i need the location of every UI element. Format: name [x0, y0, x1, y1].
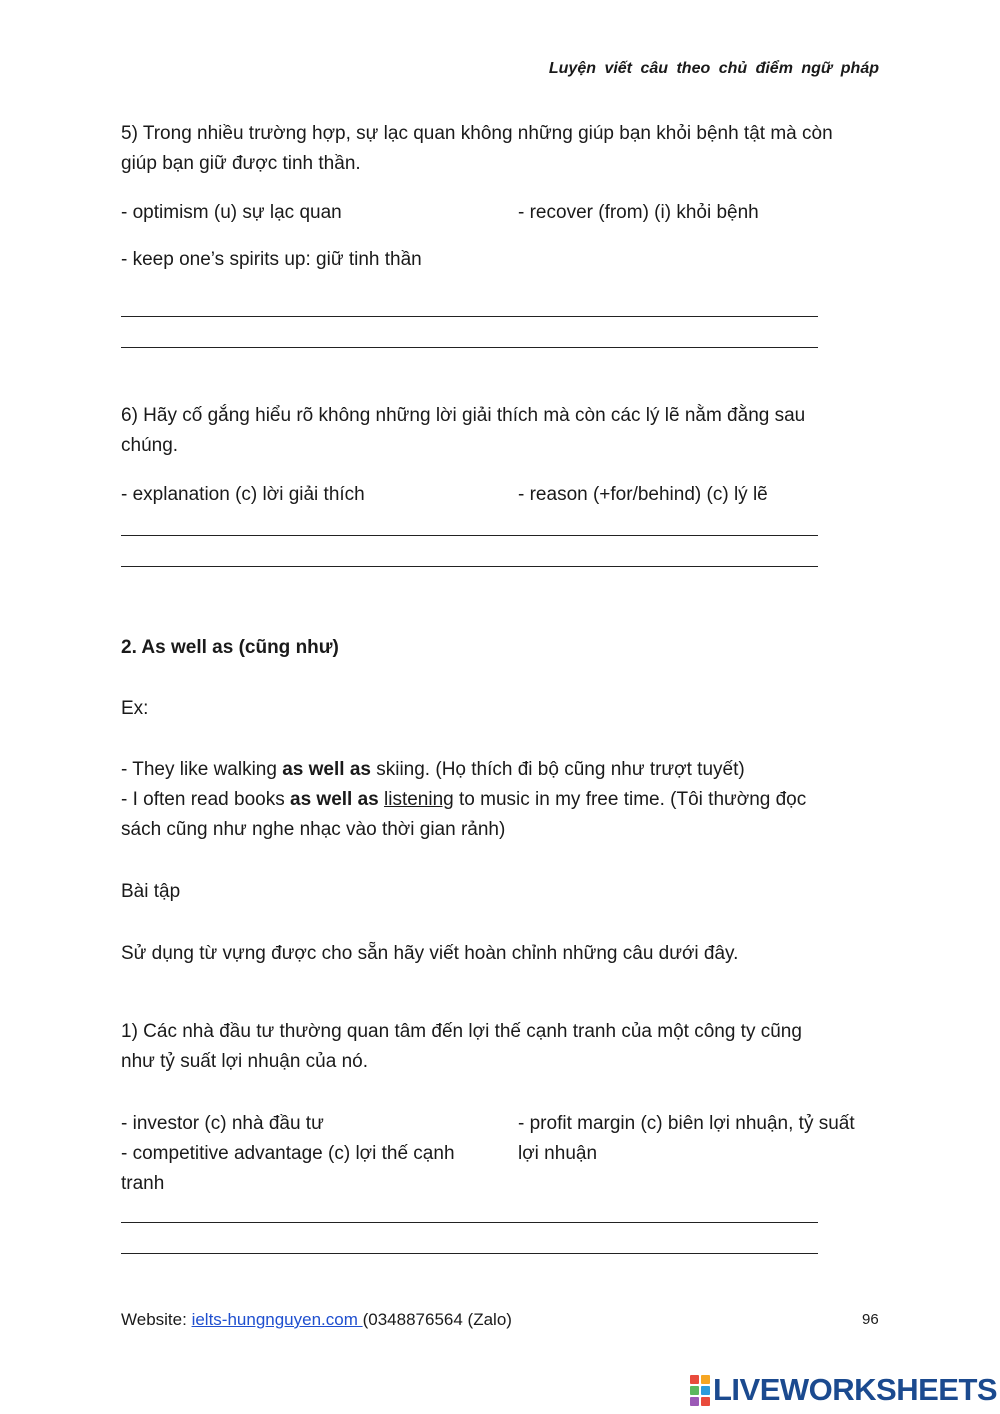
q6-vocab-explanation: - explanation (c) lời giải thích — [121, 484, 365, 505]
q1-vocab-competitive-advantage: - competitive advantage (c) lợi thế cạnh — [121, 1143, 455, 1164]
website-link[interactable]: ielts-hungnguyen.com — [191, 1310, 363, 1329]
question-6-text — [121, 401, 891, 461]
q5-answer-line-2[interactable] — [121, 347, 818, 348]
exercise-instruction: Sử dụng từ vựng được cho sẵn hãy viết hoàn chỉnh những câu dưới đây. — [121, 943, 739, 964]
q5-vocab-optimism: - optimism (u) sự lạc quan — [121, 202, 342, 223]
q1-vocab-profit-margin: - profit margin (c) biên lợi nhuận, tỷ suất — [518, 1113, 855, 1134]
question-6-line-1: 6) Hãy cố gắng hiểu rõ không những lời giải thích mà còn các lý lẽ nằm đằng sau — [121, 405, 806, 426]
q6-vocab-reason: - reason (+for/behind) (c) lý lẽ — [518, 484, 768, 505]
question-1-line-2: như tỷ suất lợi nhuận của nó. — [121, 1051, 368, 1072]
example-2-pre: - I often read books — [121, 789, 290, 810]
q1-answer-line-2[interactable] — [121, 1253, 818, 1254]
q1-vocab-competitive-advantage-cont: tranh — [121, 1173, 165, 1194]
footer-contact: (0348876564 (Zalo) — [362, 1310, 512, 1329]
page-number: 96 — [862, 1311, 879, 1328]
q5-vocab-spirits: - keep one’s spirits up: giữ tinh thần — [121, 249, 422, 270]
example-2-post: to music in my free time. (Tôi thường đọc — [453, 789, 807, 810]
example-2-line-2: sách cũng như nghe nhạc vào thời gian rảnh) — [121, 819, 506, 840]
page-header-title: Luyện viết câu theo chủ điểm ngữ pháp — [548, 60, 879, 77]
logo-text: LIVEWORKSHEETS — [713, 1372, 998, 1407]
logo-square-4 — [701, 1386, 710, 1395]
example-2-underlined: listening — [384, 789, 454, 810]
q1-vocab-investor: - investor (c) nhà đầu tư — [121, 1113, 324, 1134]
q1-vocab-profit-margin-cont: lợi nhuận — [518, 1143, 598, 1164]
q1-vocab-left — [121, 1109, 501, 1199]
logo-square-5 — [690, 1397, 699, 1406]
example-2-keyword: as well as — [290, 789, 379, 810]
question-5-line-1: 5) Trong nhiều trường hợp, sự lạc quan không những giúp bạn khỏi bệnh tật mà còn — [121, 123, 833, 144]
question-5-text — [121, 119, 891, 179]
section-2-heading: 2. As well as (cũng như) — [121, 637, 339, 658]
example-1-post: skiing. (Họ thích đi bộ cũng như trượt tuyết) — [370, 759, 745, 780]
question-1-text — [121, 1017, 891, 1077]
example-label: Ex: — [121, 698, 149, 719]
example-1-pre: - They like walking — [121, 759, 283, 780]
q6-answer-line-2[interactable] — [121, 566, 818, 567]
question-1-line-1: 1) Các nhà đầu tư thường quan tâm đến lợi thế cạnh tranh của một công ty cũng — [121, 1021, 802, 1042]
logo-grid-icon — [690, 1375, 710, 1406]
q5-vocab-recover: - recover (from) (i) khỏi bệnh — [518, 202, 759, 223]
logo-square-3 — [690, 1386, 699, 1395]
q1-vocab-right — [518, 1109, 855, 1169]
example-1-keyword: as well as — [282, 759, 371, 780]
footer-label: Website: — [121, 1310, 192, 1329]
logo-square-2 — [701, 1375, 710, 1384]
logo-square-6 — [701, 1397, 710, 1406]
q6-answer-line-1[interactable] — [121, 535, 818, 536]
question-5-line-2: giúp bạn giữ được tinh thần. — [121, 153, 361, 174]
example-block — [121, 755, 891, 845]
liveworksheets-logo — [690, 1372, 997, 1408]
q1-answer-line-1[interactable] — [121, 1222, 818, 1223]
example-2 — [121, 785, 891, 815]
q5-answer-line-1[interactable] — [121, 316, 818, 317]
exercise-label: Bài tập — [121, 881, 181, 902]
logo-square-1 — [690, 1375, 699, 1384]
example-1 — [121, 755, 891, 785]
footer — [121, 1310, 512, 1330]
question-6-line-2: chúng. — [121, 435, 179, 456]
